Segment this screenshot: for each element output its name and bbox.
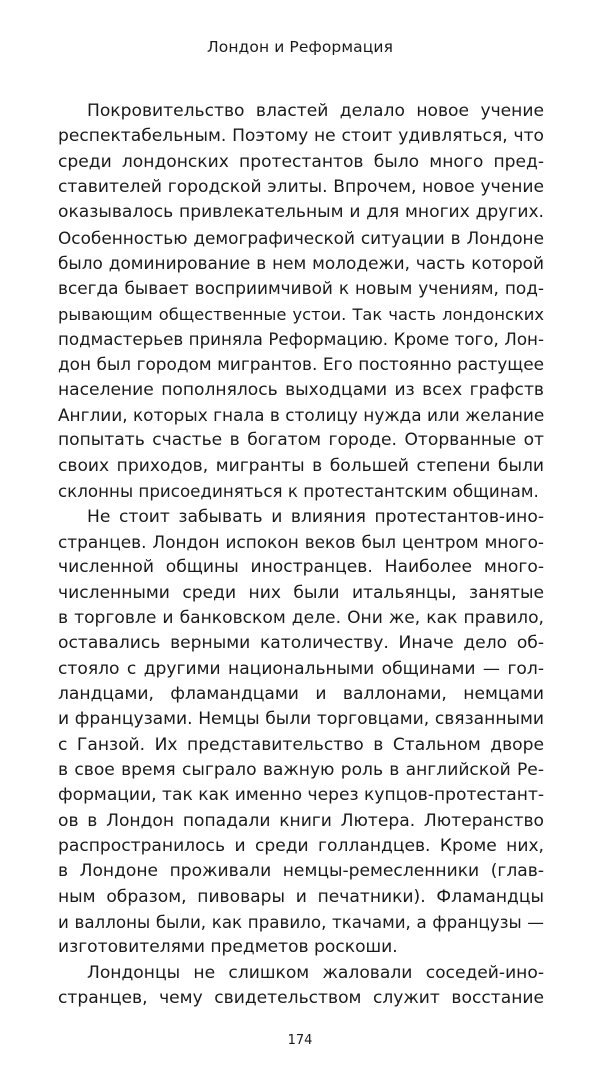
- text-line: склонны присоединяться к протестантским общинам.: [58, 481, 539, 502]
- text-line: было доминирование в нем молодежи, часть которой: [58, 253, 544, 274]
- text-line: подмастерьев приняла Реформацию. Кроме того, Лон-: [58, 329, 544, 350]
- text-line: и валлоны были, как правило, ткачами, а французы —: [58, 912, 544, 932]
- text-line: ов в Лондон попадали книги Лютера. Лютеранство: [58, 810, 544, 831]
- text-line: Не стоит забывать и влияния протестантов-ино-: [87, 506, 544, 527]
- text-line: Особенностью демографической ситуации в Лондоне: [58, 227, 544, 248]
- text-line: с Ганзой. Их представительство в Стальном дворе: [58, 734, 544, 755]
- text-line: численной общины иностранцев. Наиболее много-: [58, 557, 544, 578]
- text-line: среди лондонских протестантов было много пред-: [58, 151, 544, 172]
- text-line: ным образом, пивовары и печатники). Фламандцы: [58, 886, 544, 907]
- text-line: ландцами, фламандцами и валлонами, немцами: [58, 683, 544, 704]
- text-line: распространилось и среди голландцев. Кроме них,: [58, 835, 544, 856]
- text-line: оставались верными католичеству. Иначе дело об-: [58, 633, 544, 654]
- text-line: оказывалось привлекательным и для многих других.: [58, 202, 544, 223]
- text-line: Покровительство властей делало новое учение: [87, 101, 544, 121]
- text-line: попытать счастье в богатом городе. Оторванные от: [58, 430, 544, 451]
- text-line: Лондонцы не слишком жаловали соседей-ино-: [87, 962, 544, 983]
- text-line: ставителей городской элиты. Впрочем, новое учение: [58, 177, 544, 198]
- text-line: и французами. Немцы были торговцами, связанными: [58, 709, 544, 730]
- text-line: рывающим общественные устои. Так часть лондонских: [58, 304, 544, 324]
- text-line: в свое время сыграло важную роль в английской Ре-: [58, 759, 544, 780]
- text-line: в торговле и банковском деле. Они же, как правило,: [58, 607, 544, 628]
- page-number: 174: [287, 1033, 313, 1048]
- text-line: население пополнялось выходцами из всех графств: [58, 379, 544, 400]
- text-line: в Лондоне проживали немцы-ремесленники (глав-: [58, 861, 544, 882]
- text-line: всегда бывает восприимчивой к новым учениям, под-: [58, 278, 544, 299]
- text-line: странцев, чему свидетельством служит восстание: [58, 988, 544, 1009]
- text-line: изготовителями предметов роскоши.: [58, 937, 398, 958]
- text-line: стояло с другими национальными общинами — гол-: [58, 658, 544, 679]
- body-text: [58, 99, 544, 1011]
- text-line: дон был городом мигрантов. Его постоянно растущее: [58, 354, 544, 375]
- text-line: Англии, которых гнала в столицу нужда или желание: [58, 405, 544, 426]
- running-head-title: Лондон и Реформация: [206, 38, 394, 56]
- text-line: численными среди них были итальянцы, занятые: [58, 582, 544, 603]
- text-line: своих приходов, мигранты в большей степени были: [58, 455, 544, 476]
- text-line: респектабельным. Поэтому не стоит удивляться, что: [58, 126, 544, 147]
- text-line: странцев. Лондон испокон веков был центром много-: [58, 531, 544, 552]
- text-line: формации, так как именно через купцов-протестант-: [58, 785, 544, 806]
